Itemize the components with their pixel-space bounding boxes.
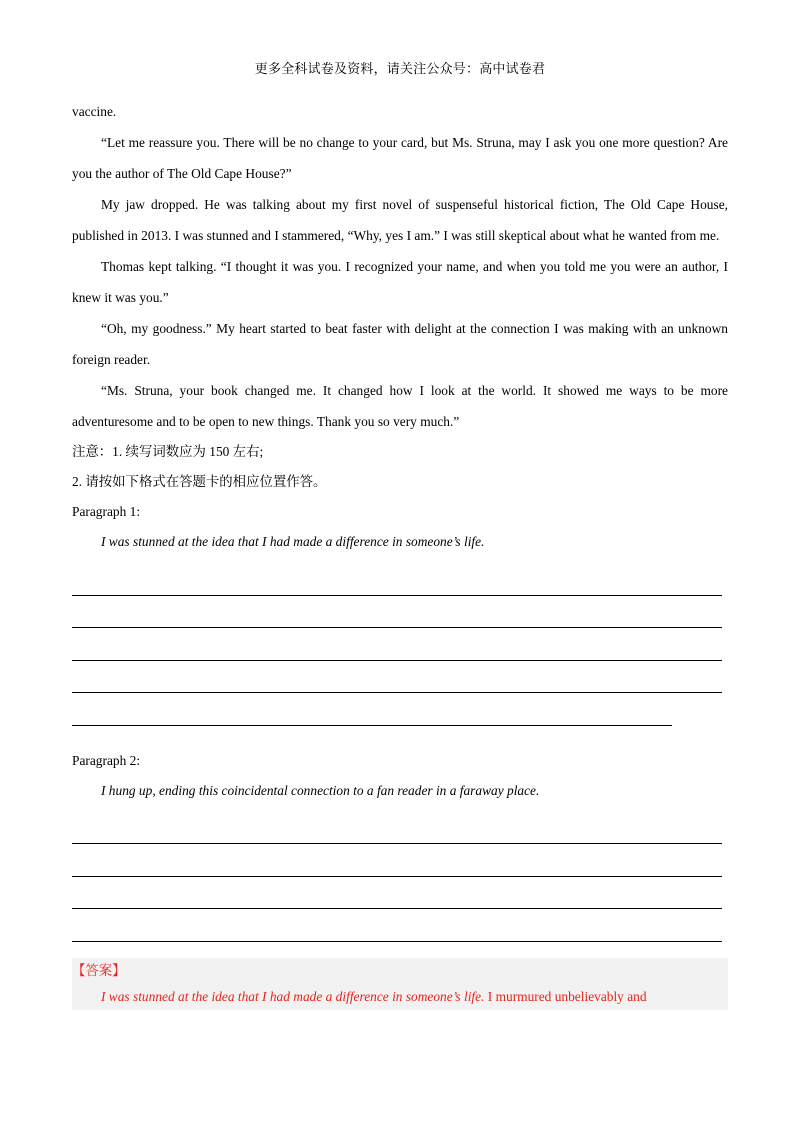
answer-line xyxy=(72,909,722,942)
answer-line xyxy=(72,693,672,726)
answer-line xyxy=(72,877,722,910)
paragraph-1-label: Paragraph 1: xyxy=(72,504,141,519)
paragraph-1-answer-lines xyxy=(72,563,728,726)
paragraph-2-starter: I hung up, ending this coincidental connection to a fan reader in a faraway place. xyxy=(101,782,540,798)
answer-line xyxy=(72,844,722,877)
answer-line xyxy=(72,563,722,596)
answer-starter: I was stunned at the idea that I had made a difference in someone’s life. xyxy=(101,989,485,1004)
story-paragraph: My jaw dropped. He was talking about my first novel of suspenseful historical fiction, The Old Cape House, published in 2013. I was stunned and I stammered, “Why, yes I am.” I was still skeptical about what he wanted from me. xyxy=(72,197,728,243)
answer-line xyxy=(72,812,722,845)
story-paragraph: Thomas kept talking. “I thought it was you. I recognized your name, and when you told me you were an author, I knew it was you.” xyxy=(72,259,728,305)
answer-line xyxy=(72,596,722,629)
paragraph-1-starter: I was stunned at the idea that I had made a difference in someone’s life. xyxy=(101,534,485,549)
paragraph-2-answer-lines xyxy=(72,812,728,975)
answer-box xyxy=(72,958,728,1010)
answer-continuation: I murmured unbelievably and xyxy=(484,989,647,1004)
story-paragraph: vaccine. xyxy=(72,104,117,119)
paragraph-2-label: Paragraph 2: xyxy=(72,752,141,768)
answer-tag: 【答案】 xyxy=(72,963,126,978)
page-header: 更多全科试卷及资料，请关注公众号：高中试卷君 xyxy=(254,61,546,76)
story-paragraph: “Ms. Struna, your book changed me. It changed how I look at the world. It showed me ways to be more adventuresome and to be open to new things. Thank you so very much.” xyxy=(72,383,728,429)
story-paragraph: “Let me reassure you. There will be no change to your card, but Ms. Struna, may I ask you one more question? Are you the author of The Old Cape House?” xyxy=(72,135,728,181)
document-body xyxy=(72,96,728,974)
answer-line xyxy=(72,628,722,661)
instruction-note: 2. 请按如下格式在答题卡的相应位置作答。 xyxy=(72,474,327,489)
answer-text xyxy=(72,983,728,1011)
answer-line xyxy=(72,661,722,694)
story-paragraph: “Oh, my goodness.” My heart started to beat faster with delight at the connection I was making with an unknown foreign reader. xyxy=(72,321,728,367)
instruction-note: 注意：1. 续写词数应为 150 左右; xyxy=(72,444,264,459)
